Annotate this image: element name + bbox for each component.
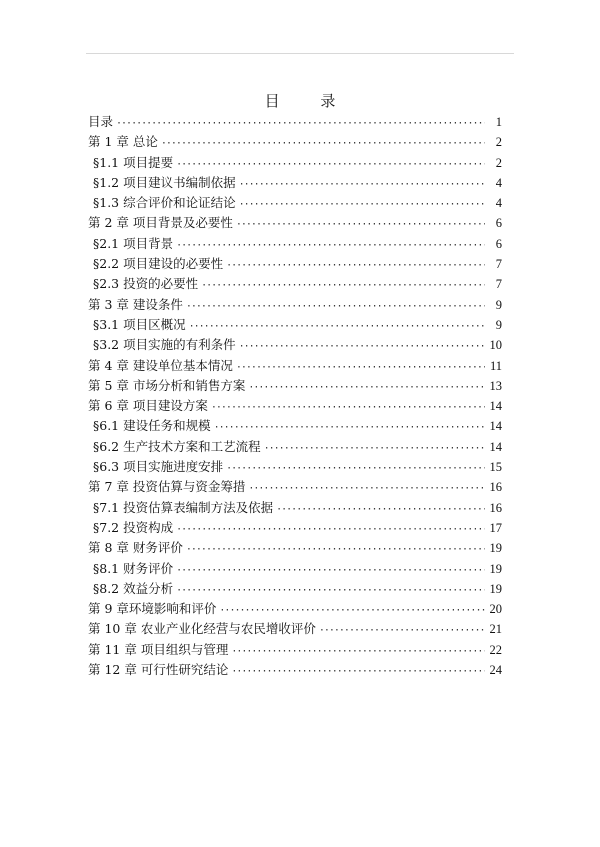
toc-entry-label: 第 3 章 建设条件 (88, 296, 183, 312)
toc-entry-label: §6.2 生产技术方案和工艺流程 (93, 438, 261, 454)
toc-dot-leader (176, 240, 485, 251)
toc-page-number: 21 (489, 622, 502, 637)
toc-page-number: 7 (495, 257, 502, 272)
toc-entry-label: §1.3 综合评价和论证结论 (93, 195, 236, 211)
toc-page-number: 14 (489, 419, 502, 434)
toc-dot-leader (186, 301, 485, 312)
toc-dot-leader (248, 483, 485, 494)
toc-page-number: 16 (489, 500, 502, 515)
toc-page-number: 19 (489, 541, 502, 556)
toc-chapter-entry[interactable] (88, 660, 502, 680)
toc-entry-label: §2.1 项目背景 (93, 235, 174, 251)
toc-page-number: 14 (489, 439, 502, 454)
toc-entry-label: §7.2 投资构成 (93, 519, 174, 535)
toc-section-entry[interactable] (88, 234, 502, 254)
toc-section-entry[interactable] (88, 335, 502, 355)
toc-page-number: 17 (489, 520, 502, 535)
toc-section-entry[interactable] (88, 254, 502, 274)
toc-entry-label: 第 4 章 建设单位基本情况 (88, 357, 233, 373)
toc-dot-leader (186, 544, 485, 555)
toc-dot-leader (248, 382, 485, 393)
toc-chapter-entry[interactable] (88, 640, 502, 660)
toc-entry-label: §3.2 项目实施的有利条件 (93, 337, 236, 353)
toc-section-entry[interactable] (88, 315, 502, 335)
toc-entry-label: 第 8 章 财务评价 (88, 540, 183, 556)
toc-dot-leader (226, 463, 485, 474)
toc-dot-leader (236, 362, 485, 373)
toc-entry-label: §3.1 项目区概况 (93, 316, 186, 332)
toc-section-entry[interactable] (88, 193, 502, 213)
toc-entry-label: 第 9 章环境影响和评价 (88, 601, 217, 617)
toc-section-entry[interactable] (88, 579, 502, 599)
toc-dot-leader (211, 402, 485, 413)
toc-entry-label: §7.1 投资估算表编制方法及依据 (93, 499, 274, 515)
toc-dot-leader (276, 504, 485, 515)
toc-dot-leader (231, 666, 485, 677)
toc-chapter-entry[interactable] (88, 599, 502, 619)
toc-entry-label: 第 10 章 农业产业化经营与农民增收评价 (88, 621, 316, 637)
toc-section-entry[interactable] (88, 457, 502, 477)
toc-entry-label: §6.1 建设任务和规模 (93, 418, 211, 434)
toc-page-number: 13 (489, 378, 502, 393)
toc-entry-label: §1.1 项目提要 (93, 154, 174, 170)
toc-entry-label: §8.2 效益分析 (93, 580, 174, 596)
toc-section-entry[interactable] (88, 437, 502, 457)
toc-section-entry[interactable] (88, 498, 502, 518)
toc-chapter-entry[interactable] (88, 356, 502, 376)
table-of-contents (88, 112, 502, 680)
toc-chapter-entry[interactable] (88, 112, 502, 132)
toc-chapter-entry[interactable] (88, 619, 502, 639)
toc-page-number: 4 (495, 196, 502, 211)
toc-entry-label: 第 5 章 市场分析和销售方案 (88, 377, 246, 393)
toc-chapter-entry[interactable] (88, 213, 502, 233)
toc-dot-leader (231, 646, 485, 657)
toc-page-number: 6 (495, 236, 502, 251)
toc-page-number: 19 (489, 561, 502, 576)
toc-page-number: 24 (489, 663, 502, 678)
toc-section-entry[interactable] (88, 518, 502, 538)
toc-dot-leader (239, 341, 485, 352)
toc-dot-leader (226, 260, 485, 271)
toc-entry-label: 第 1 章 总论 (88, 134, 158, 150)
toc-entry-label: 目录 (88, 114, 114, 129)
toc-dot-leader (214, 422, 485, 433)
toc-entry-label: §2.2 项目建设的必要性 (93, 256, 224, 272)
toc-entry-label: 第 7 章 投资估算与资金筹措 (88, 479, 246, 495)
toc-dot-leader (176, 159, 485, 170)
toc-chapter-entry[interactable] (88, 376, 502, 396)
toc-page-number: 11 (489, 358, 502, 373)
toc-entry-label: §2.3 投资的必要性 (93, 276, 199, 292)
toc-page-number: 16 (489, 480, 502, 495)
toc-page-number: 2 (495, 155, 502, 170)
toc-chapter-entry[interactable] (88, 295, 502, 315)
toc-entry-label: 第 6 章 项目建设方案 (88, 398, 208, 414)
toc-entry-label: 第 2 章 项目背景及必要性 (88, 215, 233, 231)
toc-page-number: 20 (489, 602, 502, 617)
toc-chapter-entry[interactable] (88, 538, 502, 558)
toc-dot-leader (176, 524, 485, 535)
toc-page-number: 9 (495, 317, 502, 332)
toc-entry-label: 第 12 章 可行性研究结论 (88, 662, 229, 678)
toc-section-entry[interactable] (88, 274, 502, 294)
toc-dot-leader (239, 179, 485, 190)
header-rule (86, 53, 514, 54)
toc-dot-leader (176, 585, 485, 596)
toc-section-entry[interactable] (88, 416, 502, 436)
toc-dot-leader (201, 280, 485, 291)
toc-page-number: 7 (495, 277, 502, 292)
toc-dot-leader (161, 138, 485, 149)
toc-chapter-entry[interactable] (88, 396, 502, 416)
toc-page-number: 4 (495, 175, 502, 190)
toc-dot-leader (176, 565, 485, 576)
toc-dot-leader (219, 605, 485, 616)
toc-dot-leader (116, 118, 485, 129)
toc-dot-leader (264, 443, 485, 454)
toc-chapter-entry[interactable] (88, 132, 502, 152)
toc-section-entry[interactable] (88, 559, 502, 579)
toc-page-number: 19 (489, 581, 502, 596)
toc-entry-label: §1.2 项目建议书编制依据 (93, 174, 236, 190)
toc-page-number: 6 (495, 216, 502, 231)
toc-entry-label: §8.1 财务评价 (93, 560, 174, 576)
toc-chapter-entry[interactable] (88, 477, 502, 497)
toc-page-number: 1 (495, 115, 502, 129)
toc-page-number: 22 (489, 642, 502, 657)
toc-page-number: 10 (489, 338, 502, 353)
toc-page-number: 9 (495, 297, 502, 312)
toc-entry-label: 第 11 章 项目组织与管理 (88, 641, 229, 657)
toc-page-number: 2 (495, 135, 502, 150)
toc-entry-label: §6.3 项目实施进度安排 (93, 459, 224, 475)
toc-dot-leader (239, 199, 485, 210)
toc-dot-leader (189, 321, 485, 332)
toc-page-number: 15 (489, 460, 502, 475)
toc-dot-leader (319, 625, 485, 636)
toc-section-entry[interactable] (88, 153, 502, 173)
page-title: 目 录 (264, 92, 354, 110)
toc-section-entry[interactable] (88, 173, 502, 193)
toc-page-number: 14 (489, 399, 502, 414)
toc-dot-leader (236, 219, 485, 230)
